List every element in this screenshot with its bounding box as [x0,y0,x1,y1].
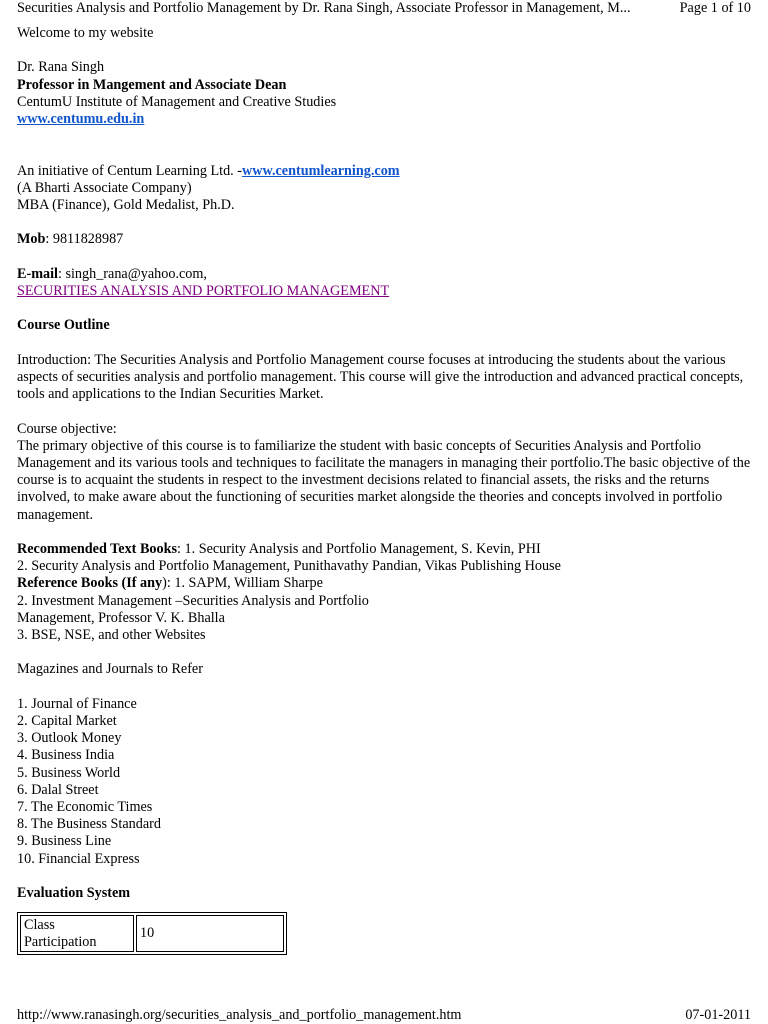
course-objective-text: The primary objective of this course is to familiarize the student with basic concepts of Securities Analysis and Portfolio Management and its various tools and techniques to facilitate the managers in managing their portfolio.The basic objective of the course is to acquaint the students in respect to the investment decisions related to financial assets, the risks and the returns involved, to make aware about the functioning of securities market alongside the theories and concepts involved in portfolio management. [17,437,751,523]
course-introduction: Introduction: The Securities Analysis and Portfolio Management course focuses at introducing the students about the various aspects of securities analysis and portfolio management. This course will give the introduction and advanced practical concepts, tools and applications to the Indian Securities Market. [17,351,744,403]
author-name: Dr. Rana Singh [17,59,105,76]
course-link[interactable]: SECURITIES ANALYSIS AND PORTFOLIO MANAGEMENT [17,282,390,299]
reference-book-2b: Management, Professor V. K. Bhalla [17,609,225,626]
list-item: 10. Financial Express [17,850,140,867]
list-item: 5. Business World [17,764,121,781]
list-item: 9. Business Line [17,833,112,850]
qualifications-text: MBA (Finance), Gold Medalist, Ph.D. [17,197,235,213]
magazines-heading: Magazines and Journals to Refer [17,661,203,678]
table-row [20,915,284,952]
evaluation-heading: Evaluation System [17,884,131,901]
centumlearning-link[interactable]: www.centumlearning.com [241,162,400,179]
document-body [17,25,757,955]
mobile-line: Mob: 9811828987 [17,231,124,248]
reference-book-2a: 2. Investment Management –Securities Analysis and Portfolio [17,592,369,609]
email-line: E-mail: singh_rana@yahoo.com, [17,265,207,282]
recommended-books-line: Recommended Text Books: 1. Security Analysis and Portfolio Management, S. Kevin, PHI [17,540,541,557]
footer-url: http://www.ranasingh.org/securities_analysis_and_portfolio_management.htm [17,1007,462,1023]
course-objective-label: Course objective: [17,420,117,437]
table-cell-label: Class Participation [20,915,134,952]
footer-date: 07-01-2011 [685,1007,751,1023]
page-number: Page 1 of 10 [679,0,751,16]
recommended-book-2: 2. Security Analysis and Portfolio Management, Punithavathy Pandian, Vikas Publishing House [17,558,561,575]
institute-name: CentumU Institute of Management and Creative Studies [17,93,337,110]
evaluation-table [17,912,287,955]
list-item: 6. Dalal Street [17,781,99,798]
initiative-line: An initiative of Centum Learning Ltd. -www.centumlearning.com [17,162,400,179]
reference-book-3: 3. BSE, NSE, and other Websites [17,626,206,643]
course-outline-heading: Course Outline [17,317,110,334]
bharti-text: (A Bharti Associate Company) [17,179,192,196]
list-item: 2. Capital Market [17,712,117,729]
list-item: 1. Journal of Finance [17,695,137,712]
table-cell-value: 10 [136,915,284,952]
welcome-text: Welcome to my website [17,25,154,41]
institute-link[interactable]: www.centumu.edu.in [17,111,145,127]
list-item: 3. Outlook Money [17,730,122,747]
list-item: 4. Business India [17,747,115,764]
list-item: 7. The Economic Times [17,798,153,815]
list-item: 8. The Business Standard [17,816,161,833]
author-position: Professor in Mangement and Associate Dean [17,76,287,93]
reference-books-line: Reference Books (If any): 1. SAPM, William Sharpe [17,575,323,592]
header-title: Securities Analysis and Portfolio Management by Dr. Rana Singh, Associate Professor in Management, M... [17,0,631,16]
